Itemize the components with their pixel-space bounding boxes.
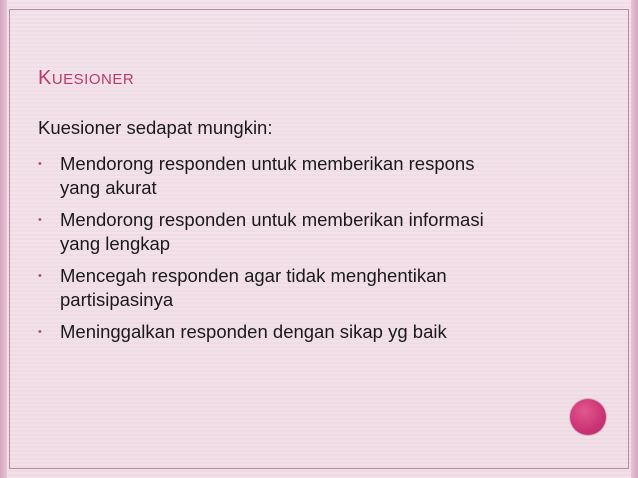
bullet-line: Meninggalkan responden dengan sikap yg baik: [60, 321, 447, 342]
bullet-dot-icon: •: [38, 214, 42, 226]
bullet-line: Mencegah responden agar tidak menghentikan: [60, 265, 447, 286]
right-border-strip: [631, 0, 638, 478]
intro-text: Kuesioner sedapat mungkin:: [38, 117, 273, 138]
bullet-item: [38, 152, 578, 200]
bullet-line: partisipasinya: [60, 289, 174, 310]
bullet-line: Mendorong responden untuk memberikan respons: [60, 153, 475, 174]
bullet-dot-icon: •: [38, 158, 42, 170]
title-rest: UESIONER: [51, 71, 135, 88]
decorative-circle-icon: [570, 399, 606, 435]
bullet-line: yang akurat: [60, 177, 157, 198]
bullet-item: [38, 264, 578, 312]
bullet-line: yang lengkap: [60, 233, 171, 254]
left-border-strip: [0, 0, 7, 478]
bullet-item: [38, 320, 578, 344]
bullet-dot-icon: •: [38, 270, 42, 282]
bullet-list: [38, 152, 578, 352]
title-first-letter: K: [38, 67, 52, 89]
bullet-dot-icon: •: [38, 326, 42, 338]
bullet-item: [38, 208, 578, 256]
bullet-line: Mendorong responden untuk memberikan informasi: [60, 209, 484, 230]
slide-title: [38, 66, 134, 92]
